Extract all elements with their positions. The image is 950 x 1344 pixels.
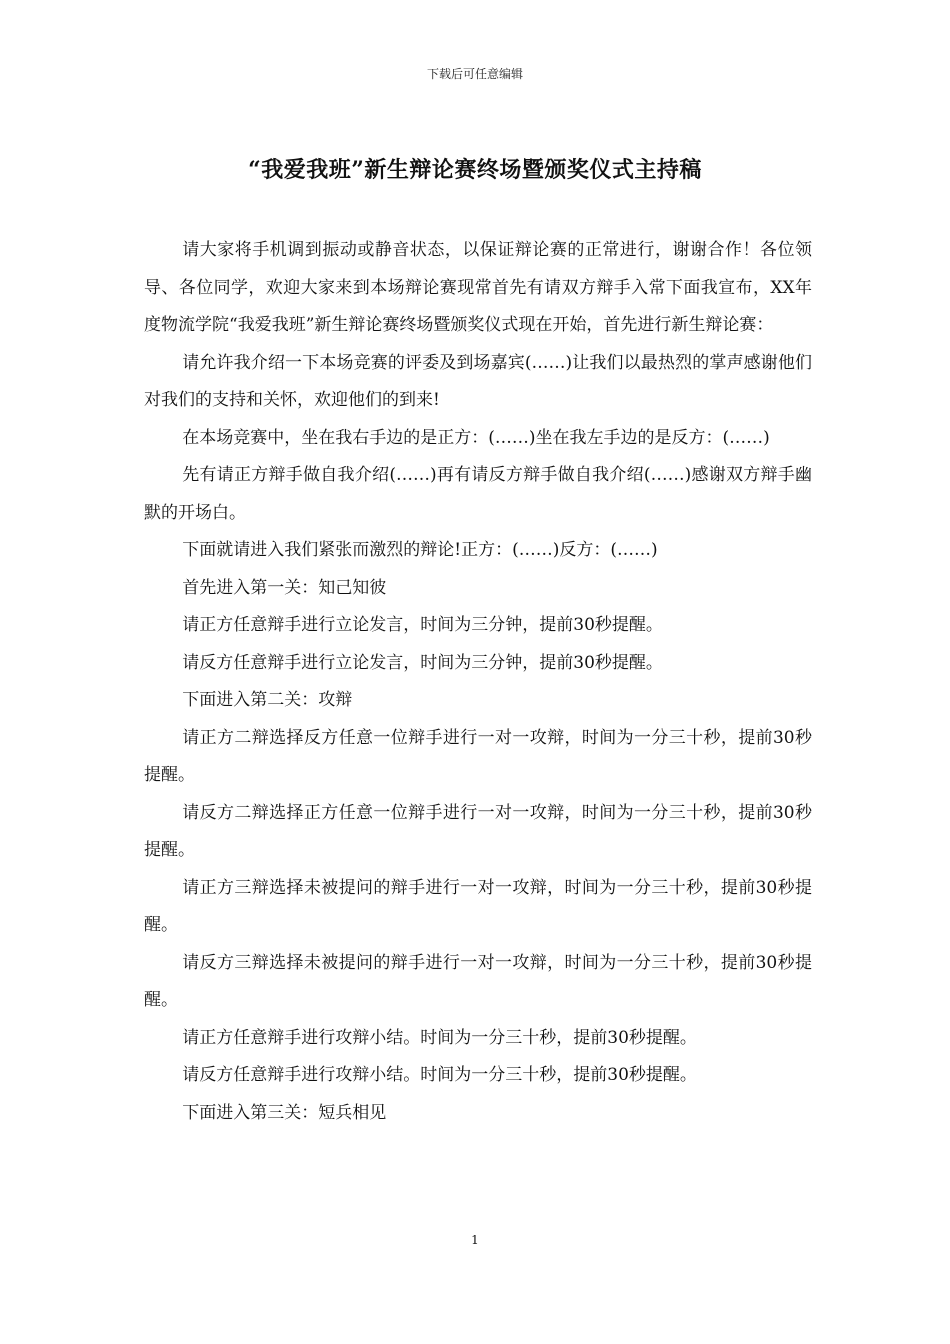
document-title: “我爱我班”新生辩论赛终场暨颁奖仪式主持稿	[248, 157, 702, 183]
paragraph-con-summary: 请反方任意辩手进行攻辩小结。时间为一分三十秒，提前30秒提醒。	[182, 1065, 697, 1085]
paragraph-pro-summary: 请正方任意辩手进行攻辩小结。时间为一分三十秒，提前30秒提醒。	[182, 1027, 697, 1048]
paragraph-debate-start: 下面就请进入我们紧张而激烈的辩论!正方：(……)反方：(……)	[182, 540, 658, 560]
paragraph-con-second-cross: 请反方二辩选择正方任意一位辩手进行一对一攻辩，时间为一分三十秒，提前30秒提醒。	[144, 802, 812, 860]
page-header-note: 下载后可任意编辑	[426, 67, 523, 81]
paragraph-opening: 请大家将手机调到振动或静音状态，以保证辩论赛的正常进行，谢谢合作！各位领导、各位同学，欢迎大家来到本场辩论赛现常首先有请双方辩手入常下面我宣布，XX年度物流学院“我爱我班”新生辩论赛终场暨颁奖仪式现在开始，首先进行新生辩论赛：	[144, 240, 812, 335]
paragraph-con-third-cross: 请反方三辩选择未被提问的辩手进行一对一攻辩，时间为一分三十秒，提前30秒提醒。	[144, 952, 812, 1010]
paragraph-round-two: 下面进入第二关：攻辩	[182, 690, 353, 710]
paragraph-round-three: 下面进入第三关：短兵相见	[182, 1102, 387, 1123]
paragraph-round-one: 首先进入第一关：知己知彼	[182, 577, 387, 598]
paragraph-con-opening: 请反方任意辩手进行立论发言，时间为三分钟，提前30秒提醒。	[182, 652, 663, 673]
paragraph-pro-opening: 请正方任意辩手进行立论发言，时间为三分钟，提前30秒提醒。	[182, 615, 663, 635]
paragraph-pro-third-cross: 请正方三辩选择未被提问的辩手进行一对一攻辩，时间为一分三十秒，提前30秒提醒。	[144, 877, 812, 935]
paragraph-self-intro: 先有请正方辩手做自我介绍(……)再有请反方辩手做自我介绍(……)感谢双方辩手幽默的开场白。	[144, 465, 812, 523]
paragraph-judges-intro: 请允许我介绍一下本场竞赛的评委及到场嘉宾(……)让我们以最热烈的掌声感谢他们对我们的支持和关怀，欢迎他们的到来!	[144, 352, 812, 410]
paragraph-sides-intro: 在本场竞赛中，坐在我右手边的是正方：(……)坐在我左手边的是反方：(……)	[182, 427, 770, 448]
paragraph-pro-second-cross: 请正方二辩选择反方任意一位辩手进行一对一攻辩，时间为一分三十秒，提前30秒提醒。	[144, 727, 812, 785]
page-number: 1	[471, 1233, 479, 1247]
document-body	[144, 232, 812, 1132]
